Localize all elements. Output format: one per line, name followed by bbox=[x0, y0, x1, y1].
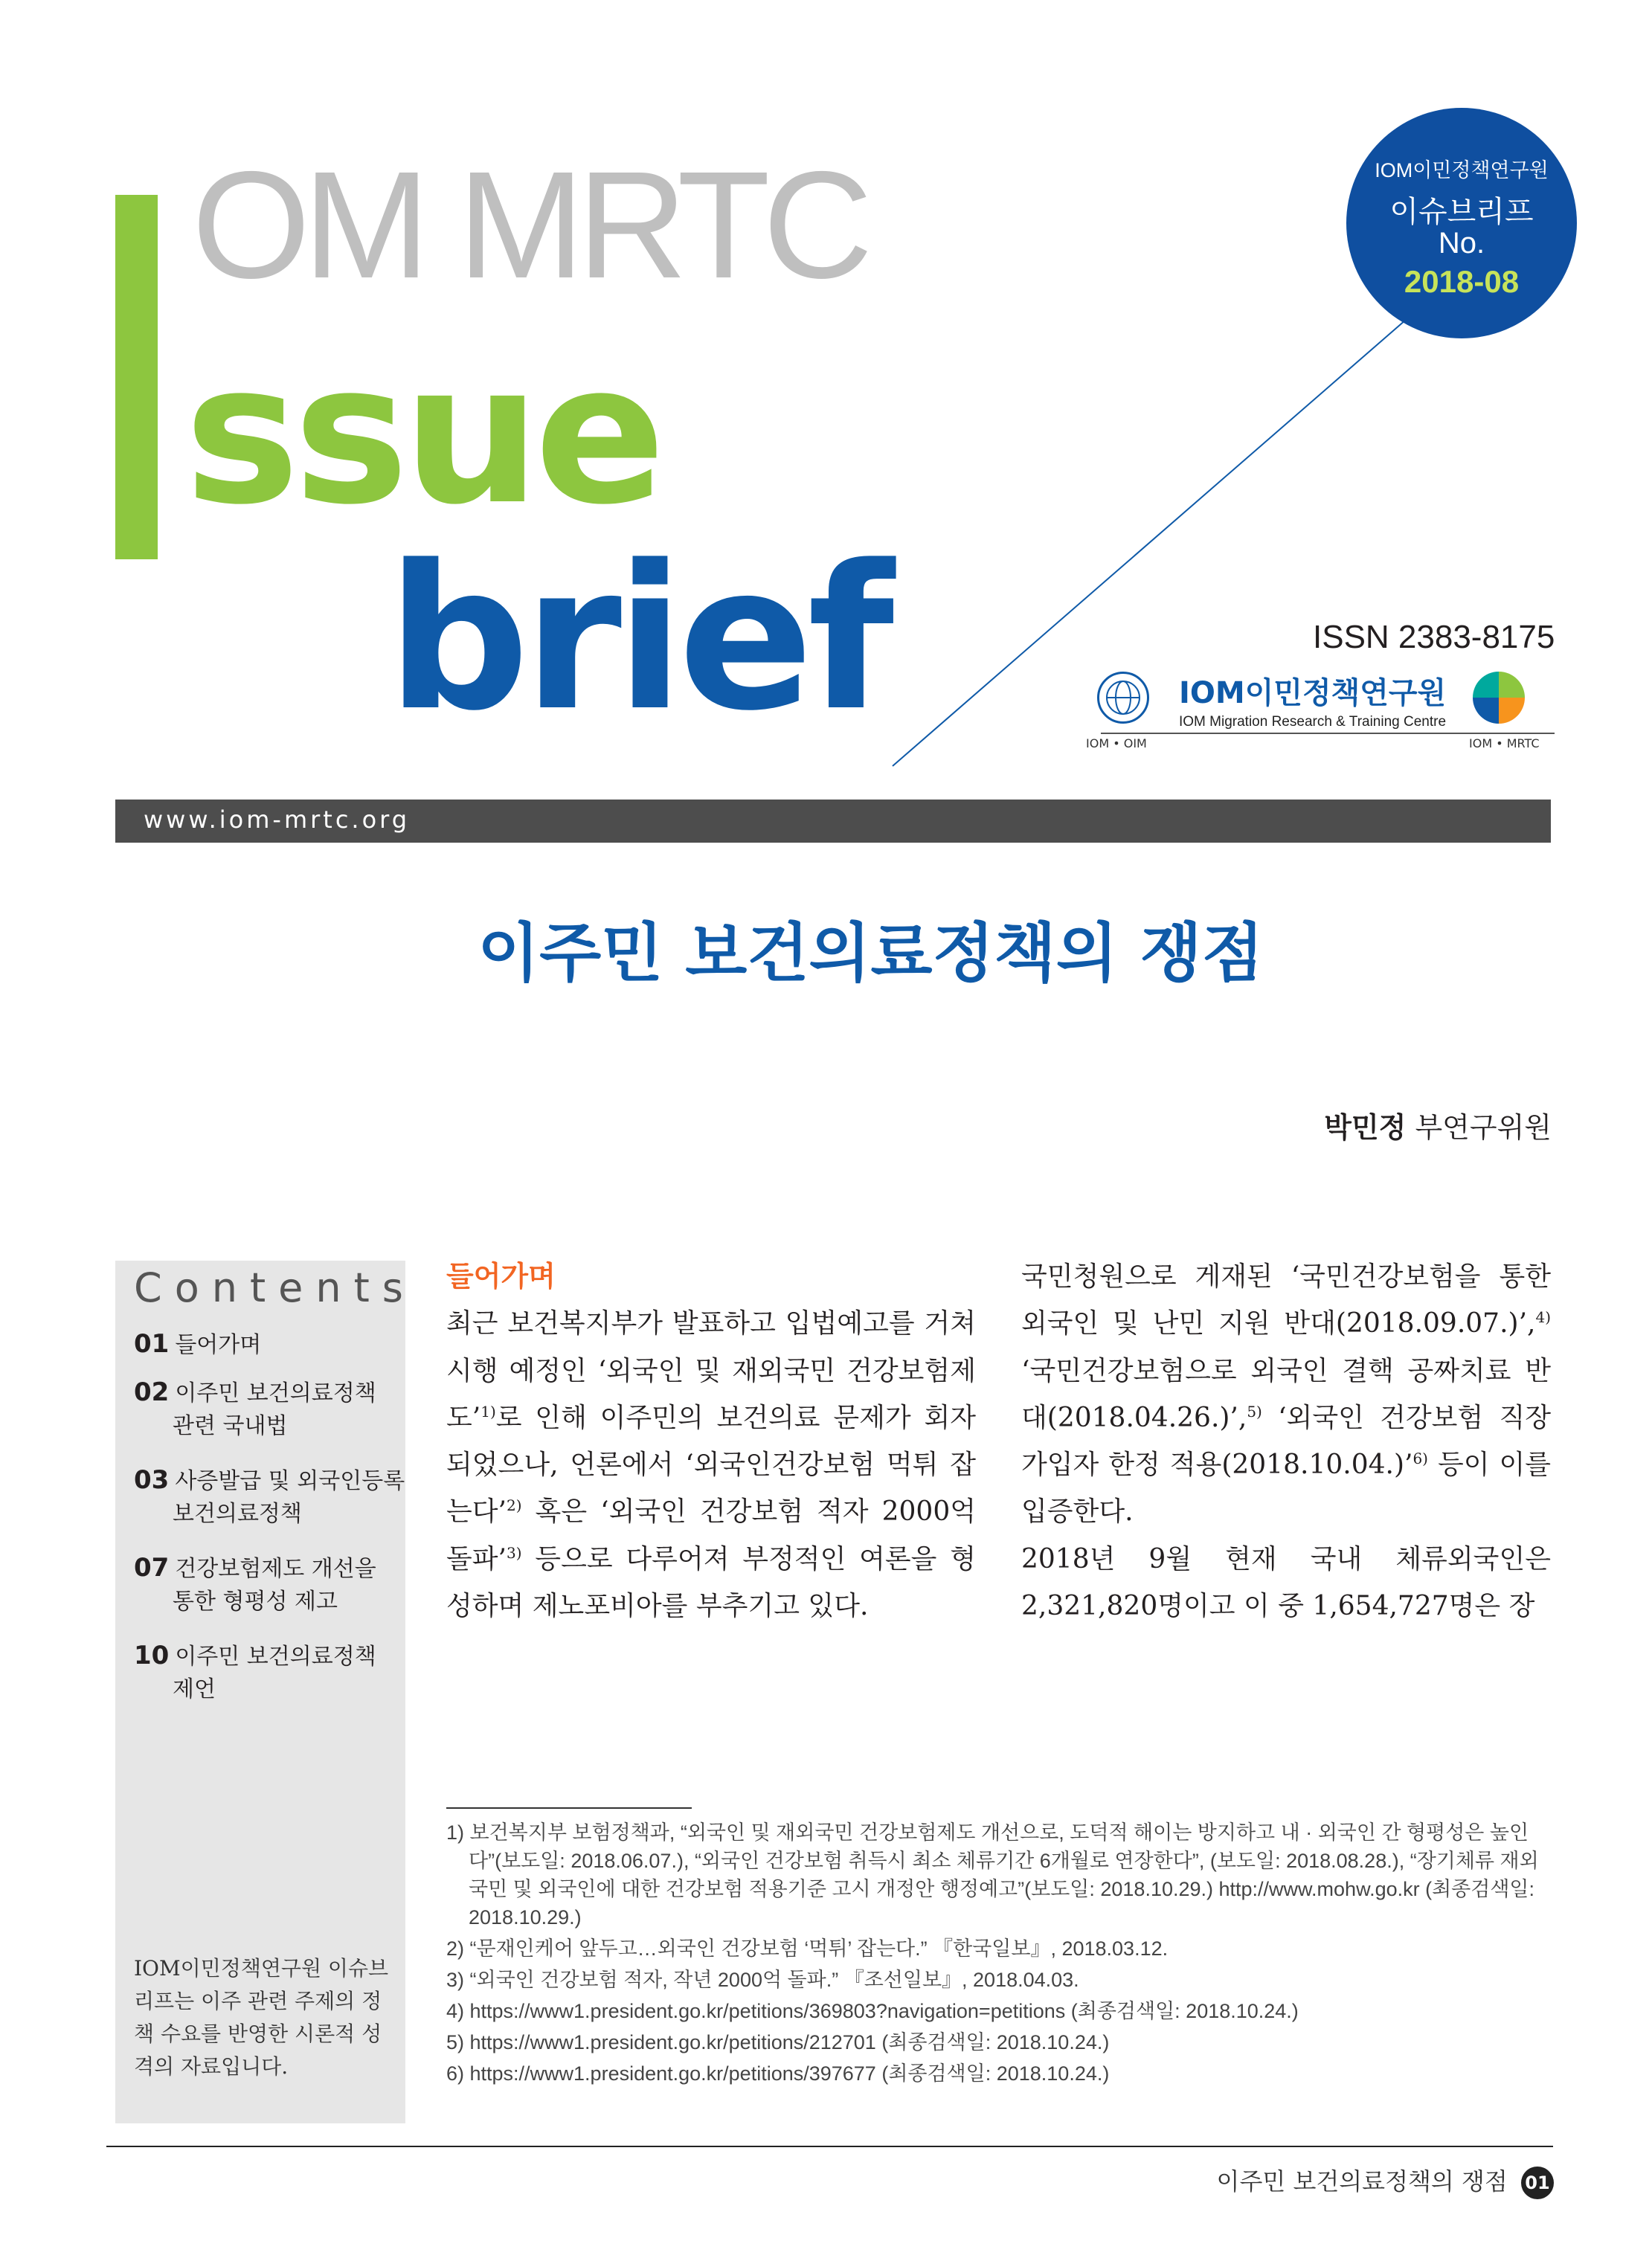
badge-series: 이슈브리프 bbox=[1389, 196, 1534, 228]
toc-item[interactable] bbox=[134, 1639, 417, 1706]
body-column-2 bbox=[1021, 1253, 1551, 1630]
toc-page-number: 03 bbox=[134, 1465, 170, 1495]
toc-label: 사증발급 및 외국인등록 bbox=[175, 1468, 405, 1494]
footnote-divider bbox=[446, 1807, 692, 1809]
page-footer bbox=[1217, 2163, 1554, 2199]
toc-item[interactable] bbox=[134, 1551, 417, 1618]
badge-number: 2018-08 bbox=[1404, 264, 1520, 299]
toc-label-cont: 제언 bbox=[173, 1676, 216, 1702]
toc-page-number: 01 bbox=[134, 1329, 170, 1359]
toc-page-number: 07 bbox=[134, 1553, 170, 1583]
mrtc-logo-icon bbox=[1473, 672, 1525, 724]
masthead-brief: brief bbox=[387, 523, 889, 755]
url-bar bbox=[115, 800, 1551, 843]
footnote: 1) 보건복지부 보험정책과, “외국인 및 재외국민 건강보험제도 개선으로, 도덕적 해이는 방지하고 내 · 외국인 간 형평성은 높인다”(보도일: 2018.06.07.), “외국인 건강보험 취득시 최소 체류기간 6개월로 연장한다”, (보도일: 2018.08.28.), “장기체류 재외국민 및 외국인에 대한 건강보험 적용기준 고시 개정안 행정예고”(보도일: 2018.10.29.) http://www.mohw.go.kr (최종검색일: 2018.10.29.) bbox=[446, 1821, 1539, 1929]
body-text: 등으로 다루어져 부정적인 여론을 형성하며 제노포비아를 부추기고 있다. bbox=[446, 1543, 976, 1622]
footnote: 2) “문재인케어 앞두고…외국인 건강보험 ‘먹튀’ 잡는다.” 『한국일보』, 2018.03.12. bbox=[446, 1937, 1169, 1960]
body-text: 등이 이를 입증한다. bbox=[1021, 1450, 1551, 1528]
page-title: 이주민 보건의료정책의 쟁점 bbox=[478, 916, 1264, 991]
toc-label-cont: 보건의료정책 bbox=[173, 1501, 302, 1527]
toc-label: 이주민 보건의료정책 bbox=[175, 1380, 376, 1406]
body-text: ‘외국인 건강보험 직장가입자 한정 적용(2018.10.04.)’ bbox=[1021, 1402, 1551, 1481]
footnote-ref[interactable]: 5) bbox=[1247, 1402, 1262, 1421]
toc-item[interactable] bbox=[134, 1376, 417, 1443]
toc-label: 들어가며 bbox=[175, 1332, 262, 1358]
footnotes bbox=[446, 1818, 1551, 2091]
body-text: ‘국민건강보험으로 외국인 결핵 공짜치료 반대(2018.04.26.)’, bbox=[1021, 1355, 1551, 1433]
logo-divider bbox=[1101, 733, 1555, 734]
page-number: 01 bbox=[1521, 2167, 1554, 2199]
author-byline bbox=[1324, 1104, 1552, 1145]
footer-title: 이주민 보건의료정책의 쟁점 bbox=[1216, 2167, 1508, 2196]
author-role: 부연구위원 bbox=[1415, 1111, 1552, 1144]
footnote[interactable]: 4) https://www1.president.go.kr/petitions/369803?navigation=petitions (최종검색일: 2018.10.24.) bbox=[446, 2000, 1299, 2022]
body-text: 국민청원으로 게재된 ‘국민건강보험을 통한 외국인 및 난민 지원 반대(2018.09.07.)’, bbox=[1021, 1261, 1551, 1339]
decorative-diagonal-line bbox=[0, 0, 1652, 781]
toc-item[interactable] bbox=[134, 1328, 417, 1362]
toc-label-cont: 관련 국내법 bbox=[173, 1413, 288, 1439]
org-logo-title: IOM이민정책연구원 bbox=[1179, 676, 1447, 710]
footnote[interactable]: 5) https://www1.president.go.kr/petitions/212701 (최종검색일: 2018.10.24.) bbox=[446, 2031, 1110, 2053]
org-logo-subtitle: IOM Migration Research & Training Centre bbox=[1179, 714, 1447, 730]
iom-globe-logo-icon bbox=[1097, 672, 1149, 724]
badge-org: IOM이민정책연구원 bbox=[1375, 159, 1549, 181]
website-url[interactable]: www.iom-mrtc.org bbox=[144, 805, 411, 834]
toc-item[interactable] bbox=[134, 1464, 417, 1531]
badge-no-label: No. bbox=[1438, 227, 1485, 260]
issn-number: ISSN 2383-8175 bbox=[1313, 619, 1555, 655]
footnote-ref[interactable]: 4) bbox=[1535, 1308, 1551, 1327]
footnote-ref[interactable]: 2) bbox=[507, 1496, 522, 1515]
toc-label: 이주민 보건의료정책 bbox=[175, 1644, 376, 1670]
toc-label: 건강보험제도 개선을 bbox=[175, 1556, 376, 1582]
footnote[interactable]: 6) https://www1.president.go.kr/petitions/397677 (최종검색일: 2018.10.24.) bbox=[446, 2062, 1110, 2085]
contents-heading: Contents bbox=[134, 1264, 416, 1311]
masthead-ssue: ssue bbox=[184, 323, 660, 547]
footer-divider bbox=[106, 2146, 1553, 2147]
iom-oim-caption: IOM • OIM bbox=[1086, 736, 1147, 750]
toc-label-cont: 통한 형평성 제고 bbox=[173, 1589, 338, 1615]
footnote-ref[interactable]: 6) bbox=[1412, 1450, 1428, 1468]
body-column-1 bbox=[446, 1253, 976, 1630]
issue-number-badge bbox=[1346, 108, 1577, 338]
masthead-om-mrtc: OM MRTC bbox=[192, 140, 866, 310]
section-heading-intro: 들어가며 bbox=[446, 1260, 556, 1293]
footnote-ref[interactable]: 3) bbox=[507, 1543, 522, 1562]
body-text: 최근 보건복지부가 발표하고 입법예고를 거쳐 시행 예정인 ‘외국인 및 재외국민 건강보험제도’ bbox=[446, 1308, 976, 1433]
toc-page-number: 10 bbox=[134, 1641, 170, 1670]
iom-mrtc-caption: IOM • MRTC bbox=[1469, 736, 1540, 750]
sidebar-note: IOM이민정책연구원 이슈브리프는 이주 관련 주제의 정책 수요를 반영한 시론적 성격의 자료입니다. bbox=[134, 1956, 389, 2079]
footnote: 3) “외국인 건강보험 적자, 작년 2000억 돌파.” 『조선일보』, 2018.04.03. bbox=[446, 1969, 1079, 1991]
body-text: 혹은 ‘외국인 건강보험 적자 2000억 돌파’ bbox=[446, 1496, 976, 1575]
footnote-ref[interactable]: 1) bbox=[481, 1402, 496, 1421]
toc-page-number: 02 bbox=[134, 1377, 170, 1407]
author-name: 박민정 bbox=[1324, 1111, 1407, 1144]
body-text: 로 인해 이주민의 보건의료 문제가 회자되었으나, 언론에서 ‘외국인건강보험 먹튀 잡는다’ bbox=[446, 1402, 976, 1528]
body-paragraph: 2018년 9월 현재 국내 체류외국인은 2,321,820명이고 이 중 1,654,727명은 장 bbox=[1021, 1543, 1551, 1622]
